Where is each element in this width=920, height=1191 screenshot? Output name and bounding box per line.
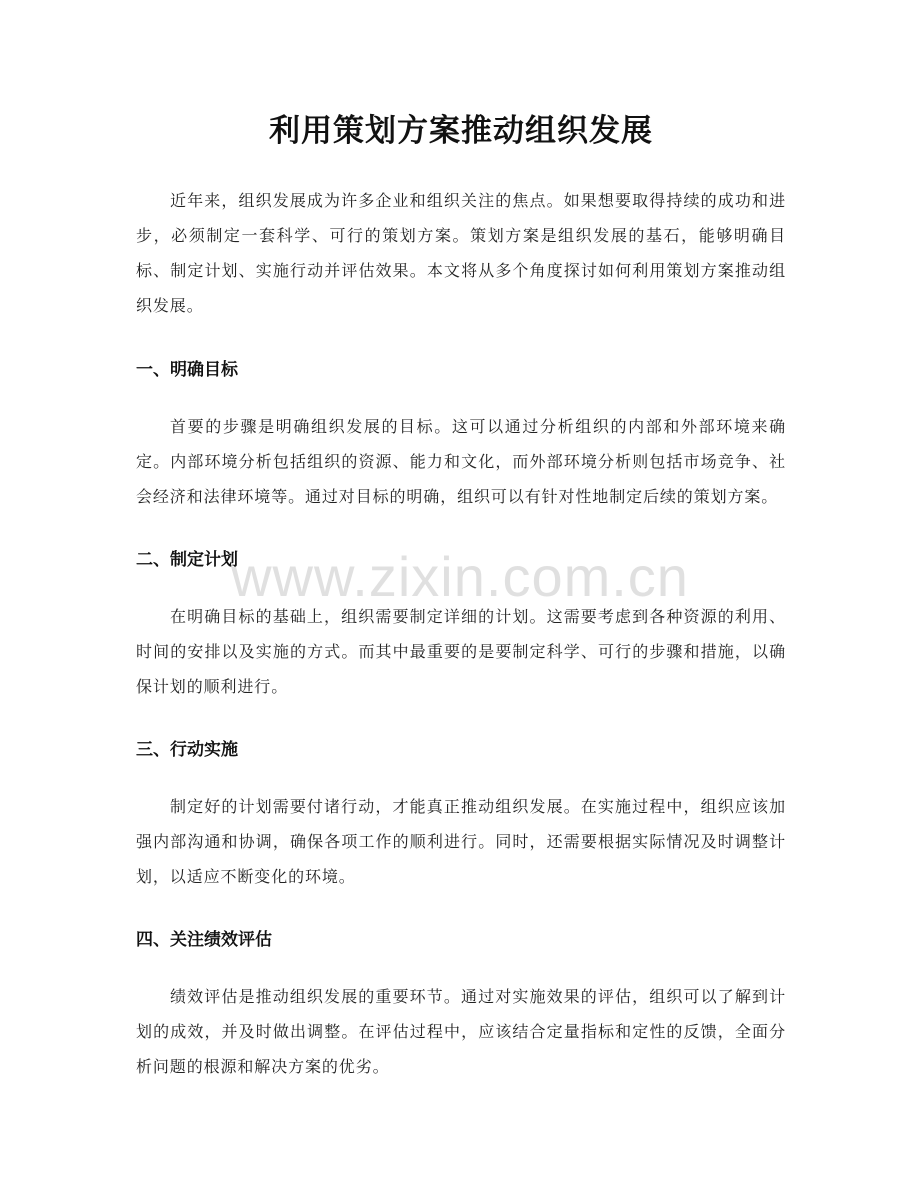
section-body-evaluation: 绩效评估是推动组织发展的重要环节。通过对实施效果的评估，组织可以了解到计划的成效，并及时做出调整。在评估过程中，应该结合定量指标和定性的反馈，全面分析问题的根源和解决方案的优劣。 xyxy=(136,987,786,1076)
intro-paragraph: 近年来，组织发展成为许多企业和组织关注的焦点。如果想要取得持续的成功和进步，必须制定一套科学、可行的策划方案。策划方案是组织发展的基石，能够明确目标、制定计划、实施行动并评估效果。本文将从多个角度探讨如何利用策划方案推动组织发展。 xyxy=(136,191,786,315)
section-body-action: 制定好的计划需要付诸行动，才能真正推动组织发展。在实施过程中，组织应该加强内部沟通和协调，确保各项工作的顺利进行。同时，还需要根据实际情况及时调整计划，以适应不断变化的环境。 xyxy=(136,797,786,886)
page-title: 利用策划方案推动组织发展 xyxy=(269,113,653,149)
watermark: www.zixin.com.cn xyxy=(231,545,689,608)
section-heading-action: 三、行动实施 xyxy=(136,740,238,760)
section-heading-plan: 二、制定计划 xyxy=(136,550,238,570)
section-heading-goals: 一、明确目标 xyxy=(136,360,238,380)
section-body-goals: 首要的步骤是明确组织发展的目标。这可以通过分析组织的内部和外部环境来确定。内部环境分析包括组织的资源、能力和文化，而外部环境分析则包括市场竞争、社会经济和法律环境等。通过对目标的明确，组织可以有针对性地制定后续的策划方案。 xyxy=(136,417,786,506)
document-page xyxy=(136,0,786,1084)
section-heading-evaluation: 四、关注绩效评估 xyxy=(136,930,272,950)
section-body-plan: 在明确目标的基础上，组织需要制定详细的计划。这需要考虑到各种资源的利用、时间的安排以及实施的方式。而其中最重要的是要制定科学、可行的步骤和措施，以确保计划的顺利进行。 xyxy=(136,607,786,696)
